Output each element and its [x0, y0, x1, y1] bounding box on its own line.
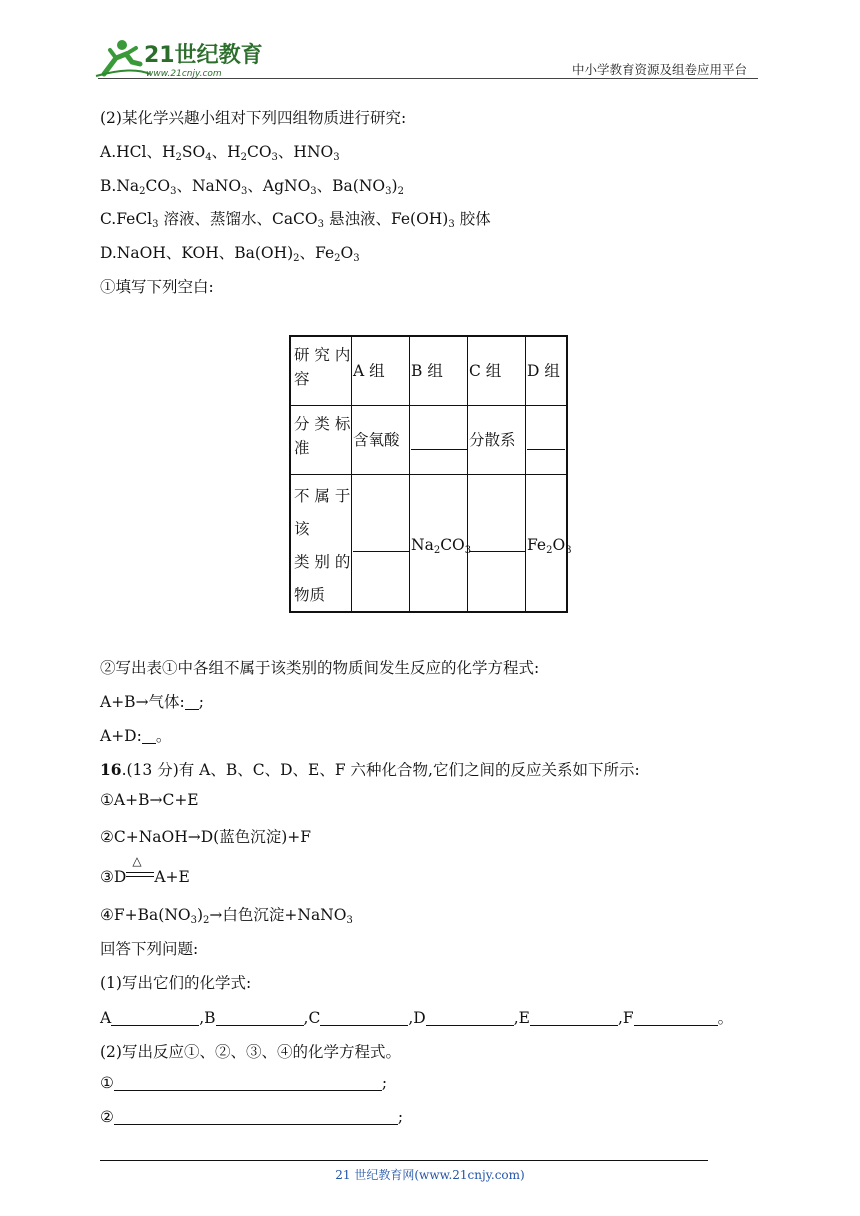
- blank-standard-d[interactable]: [527, 449, 565, 450]
- group-a: A.HCl、$H_2SO_4$、$H_2CO_3$、$HNO_3$: [100, 143, 340, 163]
- reaction-2: ②C+NaOH→D(蓝色沉淀)+F: [100, 828, 312, 846]
- q16-ask: 回答下列问题:: [100, 940, 199, 958]
- footer-divider: [100, 1160, 708, 1161]
- reaction-1: ①A+B→C+E: [100, 791, 199, 809]
- col-header-c: C 组: [469, 362, 502, 380]
- q16-stem: 16.(13 分)有 A、B、C、D、E、F 六种化合物,它们之间的反应关系如下所示:: [100, 760, 640, 779]
- blank-eq-ad[interactable]: [142, 729, 156, 744]
- blank-formula-f[interactable]: [634, 1011, 718, 1026]
- col-header-d: D 组: [527, 362, 560, 380]
- blank-formula-e[interactable]: [530, 1011, 618, 1026]
- q2-part2: ②写出表①中各组不属于该类别的物质间发生反应的化学方程式:: [100, 659, 540, 677]
- fill-instruction: ①填写下列空白:: [100, 278, 214, 296]
- site-logo: [92, 36, 262, 80]
- heating-condition: [126, 854, 154, 882]
- platform-name: 中小学教育资源及组卷应用平台: [572, 62, 748, 77]
- blank-formula-c[interactable]: [320, 1011, 408, 1026]
- heat-triangle-icon: △: [132, 854, 142, 868]
- equation-2-line: ② ;: [100, 1108, 404, 1126]
- outlier-b: $Na_2CO_3$: [411, 536, 472, 556]
- reaction-4: $④F+Ba(NO_3)_2\to$白色沉淀+NaNO$_3$: [100, 906, 353, 926]
- q2-intro: (2)某化学兴趣小组对下列四组物质进行研究:: [100, 109, 407, 127]
- runner-logo-icon: [92, 36, 262, 80]
- col-header-a: A 组: [353, 362, 385, 380]
- header-divider: [98, 78, 758, 79]
- blank-standard-b[interactable]: [411, 449, 467, 450]
- outlier-d: $Fe_2O_3$: [527, 536, 572, 556]
- row-label-research: 研 究 内 容: [294, 346, 351, 388]
- group-d: D.NaOH、KOH、$Ba(OH)_2$、$Fe_2O_3$: [100, 244, 360, 264]
- equation-ad: A+D: 。: [100, 727, 172, 745]
- logo-text: 21世纪教育: [144, 43, 262, 68]
- col-header-b: B 组: [411, 362, 443, 380]
- q16-part1: (1)写出它们的化学式:: [100, 974, 252, 992]
- blank-equation-1[interactable]: [114, 1076, 382, 1091]
- row-label-outlier: 不 属 于 该 类 别 的 物质: [294, 487, 351, 604]
- standard-c: 分散系: [469, 431, 516, 449]
- equation-ab: A+B→气体: ;: [100, 693, 205, 711]
- q16-part2: (2)写出反应①、②、③、④的化学方程式。: [100, 1043, 401, 1061]
- blank-formula-d[interactable]: [426, 1011, 514, 1026]
- blank-eq-ab[interactable]: [185, 695, 199, 710]
- classification-table: [289, 335, 572, 613]
- footer-link[interactable]: 21 世纪教育网(www.21cnjy.com): [335, 1168, 525, 1182]
- blank-outlier-a[interactable]: [353, 551, 409, 552]
- formula-blanks: A ,B ,C ,D ,E ,F 。: [100, 1009, 734, 1027]
- logo-url: www.21cnjy.com: [146, 69, 222, 79]
- equation-1-line: ① ;: [100, 1074, 388, 1092]
- blank-formula-a[interactable]: [111, 1011, 199, 1026]
- group-b: $B.Na_2CO_3$、NaNO$_3$、AgNO$_3$、$Ba(NO_3)_2$: [100, 177, 404, 197]
- blank-formula-b[interactable]: [216, 1011, 304, 1026]
- blank-equation-2[interactable]: [114, 1110, 398, 1125]
- standard-a: 含氧酸: [353, 431, 400, 449]
- group-c: C.FeCl$_3$ 溶液、蒸馏水、CaCO$_3$ 悬浊液、$Fe(OH)_3$ 胶体: [100, 210, 491, 230]
- blank-outlier-c[interactable]: [469, 551, 525, 552]
- reaction-3: ③D △ A+E: [100, 854, 190, 886]
- row-label-standard: 分 类 标 准: [294, 415, 351, 457]
